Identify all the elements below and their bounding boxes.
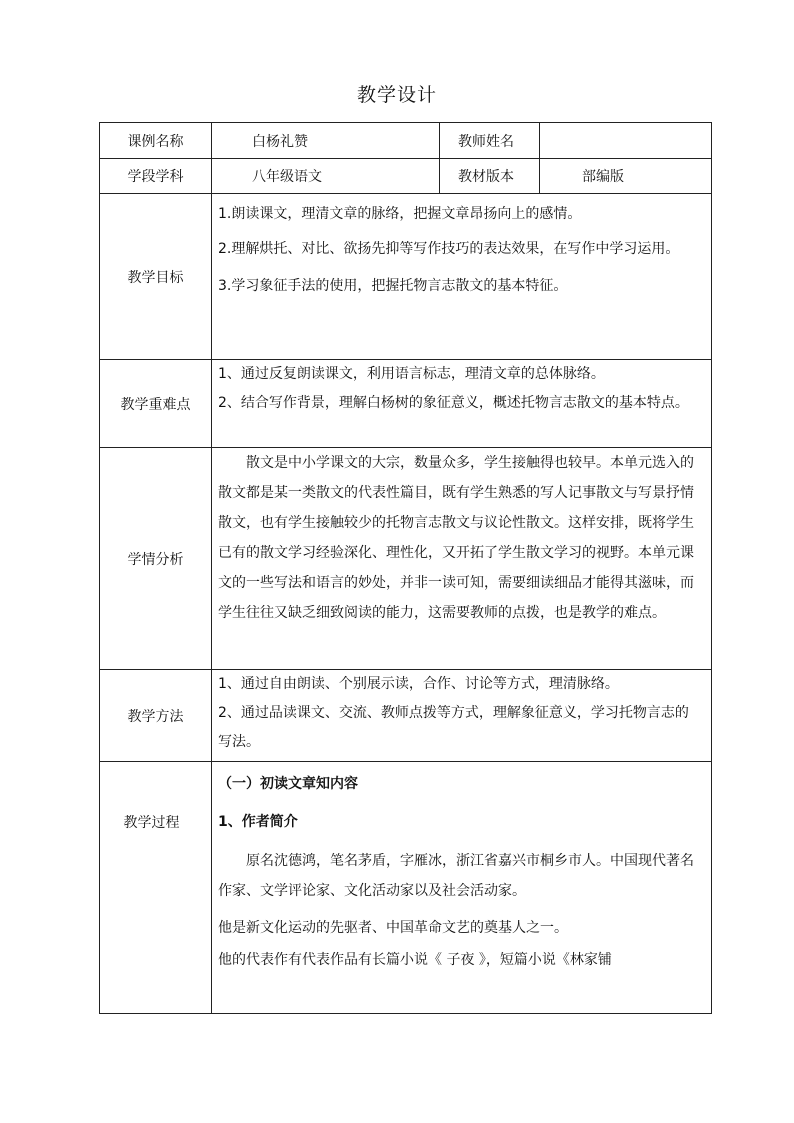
- method-item: 1、通过自由朗读、个别展示读，合作、讨论等方式，理清脉络。: [218, 676, 619, 692]
- difficulty-item: 2、结合写作背景，理解白杨树的象征意义，概述托物言志散文的基本特点。: [218, 395, 689, 411]
- course-name-row: [100, 123, 712, 159]
- goals-label: 教学目标: [100, 194, 212, 360]
- process-subheading: 1、作者简介: [218, 814, 298, 830]
- teacher-label: 教师姓名: [440, 123, 540, 159]
- analysis-row: [100, 448, 712, 670]
- process-paragraph: 他是新文化运动的先驱者、中国革命文艺的奠基人之一。: [218, 920, 568, 936]
- analysis-paragraph: 散文是中小学课文的大宗，数量众多，学生接触得也较早。本单元选入的散文都是某一类散文的代表性篇目，既有学生熟悉的写人记事散文与写景抒情散文，也有学生接触较少的托物言志散文与议论性散文。这样安排，既将学生已有的散文学习经验深化、理性化，又开拓了学生散文学习的视野。本单元课文的一些写法和语言的妙处，并非一读可知，需要细读细品才能得其滋味，而学生往往又缺乏细致阅读的能力，这需要教师的点拨，也是教学的难点。: [218, 455, 694, 621]
- process-content: [212, 762, 712, 1014]
- difficulty-item: 1、通过反复朗读课文，利用语言标志，理清文章的总体脉络。: [218, 366, 605, 382]
- difficulty-content: [212, 360, 712, 448]
- analysis-label: 学情分析: [100, 448, 212, 670]
- process-paragraph: 原名沈德鸿，笔名茅盾，字雁冰，浙江省嘉兴市桐乡市人。中国现代著名作家、文学评论家、文化活动家以及社会活动家。: [218, 853, 694, 899]
- grade-row: [100, 159, 712, 194]
- method-row: [100, 670, 712, 762]
- goal-item: 2.理解烘托、对比、欲扬先抑等写作技巧的表达效果，在写作中学习运用。: [218, 241, 680, 257]
- difficulty-row: [100, 360, 712, 448]
- edition-label: 教材版本: [440, 159, 540, 194]
- edition-value: 部编版: [540, 159, 712, 194]
- method-item: 2、通过品读课文、交流、教师点拨等方式，理解象征意义，学习托物言志的写法。: [218, 705, 689, 750]
- goal-item: 3.学习象征手法的使用，把握托物言志散文的基本特征。: [218, 278, 568, 294]
- document-title: 教学设计: [356, 84, 437, 106]
- difficulty-label: 教学重难点: [100, 360, 212, 448]
- goal-item: 1.朗读课文，理清文章的脉络，把握文章昂扬向上的感情。: [218, 206, 582, 222]
- teacher-value: [540, 123, 712, 159]
- method-content: [212, 670, 712, 762]
- course-name-value: 白杨礼赞: [212, 123, 440, 159]
- course-name-label: 课例名称: [100, 123, 212, 159]
- process-row: [100, 762, 712, 1014]
- goals-row: [100, 194, 712, 360]
- analysis-content: [212, 448, 712, 670]
- grade-label: 学段学科: [100, 159, 212, 194]
- method-label: 教学方法: [100, 670, 212, 762]
- process-section-heading: （一）初读文章知内容: [218, 776, 358, 792]
- lesson-design-table: [99, 122, 712, 1014]
- process-paragraph: 他的代表作有代表作品有长篇小说《 子夜 》，短篇小说《林家铺: [218, 952, 612, 968]
- process-label: 教学过程: [100, 762, 212, 1014]
- goals-content: [212, 194, 712, 360]
- grade-value: 八年级语文: [212, 159, 440, 194]
